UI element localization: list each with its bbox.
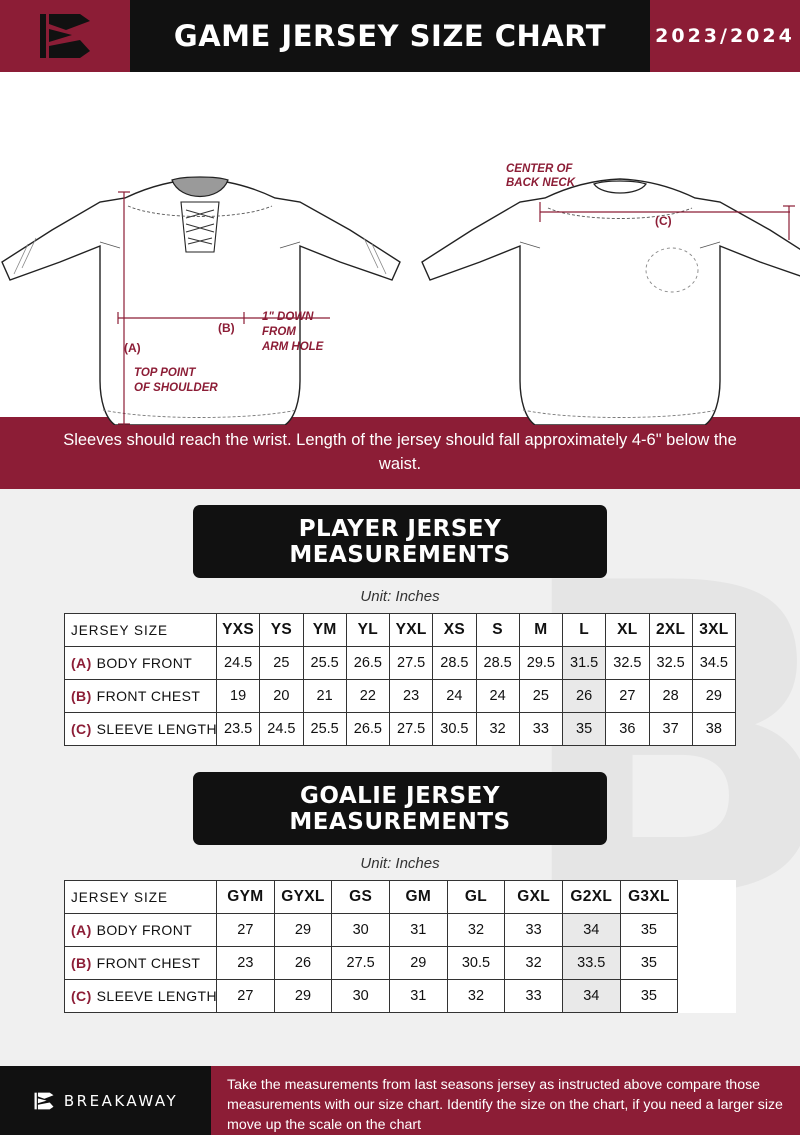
size-header-cell: GYXL (274, 881, 332, 914)
jersey-size-header: JERSEY SIZE (65, 881, 217, 914)
measurement-cell: 32 (505, 947, 563, 980)
table-row (65, 713, 736, 746)
measurement-cell: 28.5 (476, 647, 519, 680)
size-header-cell: 2XL (649, 614, 692, 647)
measurement-cell: 35 (620, 947, 678, 980)
table-header-row (65, 614, 736, 647)
measurement-cell: 27 (217, 980, 275, 1013)
size-header-cell: YXL (390, 614, 433, 647)
goalie-measurements-table (64, 880, 736, 1013)
size-header-cell: G3XL (620, 881, 678, 914)
measurement-cell: 27.5 (390, 713, 433, 746)
empty-cell (678, 980, 736, 1013)
table-row (65, 680, 736, 713)
header-logo-panel (0, 0, 130, 72)
measurement-cell: 33 (519, 713, 562, 746)
measurement-cell: 24.5 (260, 713, 303, 746)
jersey-illustration (0, 80, 800, 425)
measurement-cell: 28.5 (433, 647, 476, 680)
goalie-section-title: GOALIE JERSEY MEASUREMENTS (193, 772, 607, 845)
svg-text:CENTER OF: CENTER OF (506, 163, 573, 175)
empty-cell (678, 881, 736, 914)
breakaway-b-logo-icon (36, 10, 94, 62)
measurement-cell: 24 (433, 680, 476, 713)
size-header-cell: GL (447, 881, 505, 914)
measurement-cell: 35 (620, 980, 678, 1013)
jersey-size-header: JERSEY SIZE (65, 614, 217, 647)
measurement-cell: 30.5 (447, 947, 505, 980)
measurement-cell: 27.5 (332, 947, 390, 980)
measurement-cell: 25 (260, 647, 303, 680)
svg-text:BACK NECK: BACK NECK (506, 177, 575, 189)
measurement-tag: (C) (71, 988, 92, 1004)
measurement-cell: 35 (620, 914, 678, 947)
marker-a-front: (A) (124, 341, 141, 355)
measurement-cell: 31 (389, 980, 447, 1013)
svg-text:1" DOWN: 1" DOWN (262, 311, 314, 323)
measurement-cell: 22 (346, 680, 389, 713)
measurement-cell: 23 (390, 680, 433, 713)
measurement-cell: 30.5 (433, 713, 476, 746)
measurement-cell: 28 (649, 680, 692, 713)
player-measurements-table (64, 613, 736, 746)
measurement-cell: 32 (447, 980, 505, 1013)
measurements-section (0, 489, 800, 1066)
size-header-cell: L (563, 614, 606, 647)
measurement-cell: 32 (476, 713, 519, 746)
player-section-title: PLAYER JERSEY MEASUREMENTS (193, 505, 607, 578)
measurement-cell: 21 (303, 680, 346, 713)
measurement-cell: 32.5 (649, 647, 692, 680)
empty-cell (678, 914, 736, 947)
measurement-cell: 29 (274, 980, 332, 1013)
page-footer (0, 1066, 800, 1135)
measurement-cell: 25 (519, 680, 562, 713)
table-row (65, 647, 736, 680)
measurement-cell: 30 (332, 980, 390, 1013)
measurement-cell: 26 (274, 947, 332, 980)
measurement-cell: 33 (505, 914, 563, 947)
jersey-back-view (422, 179, 800, 425)
measurement-cell: 27 (217, 914, 275, 947)
measurement-cell: 25.5 (303, 647, 346, 680)
player-unit-label: Unit: Inches (360, 588, 440, 605)
measurement-row-label: (A) BODY FRONT (65, 647, 217, 680)
header-title-panel (130, 0, 650, 72)
measurement-cell: 35 (563, 713, 606, 746)
marker-c-back: (C) (655, 214, 672, 228)
page-header (0, 0, 800, 72)
measurement-cell: 24.5 (217, 647, 260, 680)
footer-brand-name: BREAKAWAY (63, 1091, 179, 1110)
measurement-cell: 29 (692, 680, 735, 713)
measurement-cell: 23.5 (217, 713, 260, 746)
table-header-row (65, 881, 736, 914)
size-header-cell: GYM (217, 881, 275, 914)
footer-brand (0, 1066, 213, 1135)
size-header-cell: YM (303, 614, 346, 647)
measurement-tag: (B) (71, 955, 92, 971)
measurement-cell: 38 (692, 713, 735, 746)
size-header-cell: M (519, 614, 562, 647)
measurement-tag: (B) (71, 688, 92, 704)
size-header-cell: 3XL (692, 614, 735, 647)
measurement-cell: 31.5 (563, 647, 606, 680)
measurement-cell: 33.5 (562, 947, 620, 980)
measurement-row-label: (A) BODY FRONT (65, 914, 217, 947)
measurement-cell: 34 (562, 980, 620, 1013)
measurement-cell: 34 (562, 914, 620, 947)
size-header-cell: S (476, 614, 519, 647)
measurement-cell: 33 (505, 980, 563, 1013)
measurement-tag: (C) (71, 721, 92, 737)
measurement-row-label: (B) FRONT CHEST (65, 680, 217, 713)
measurement-cell: 26.5 (346, 713, 389, 746)
size-header-cell: YL (346, 614, 389, 647)
jersey-diagram (0, 72, 800, 417)
fit-note: Sleeves should reach the wrist. Length of the jersey should fall approximately 4-6" below the waist. (0, 417, 800, 489)
measurement-tag: (A) (71, 655, 92, 671)
measurement-cell: 27 (606, 680, 649, 713)
measurement-row-label: (C) SLEEVE LENGTH (65, 713, 217, 746)
measurement-cell: 34.5 (692, 647, 735, 680)
measurement-cell: 23 (217, 947, 275, 980)
measurement-cell: 36 (606, 713, 649, 746)
size-header-cell: GXL (505, 881, 563, 914)
goalie-unit-label: Unit: Inches (360, 855, 440, 872)
size-header-cell: YXS (217, 614, 260, 647)
svg-text:TOP POINT: TOP POINT (134, 367, 196, 379)
measurement-cell: 37 (649, 713, 692, 746)
svg-text:OF SHOULDER: OF SHOULDER (134, 382, 218, 394)
size-header-cell: G2XL (562, 881, 620, 914)
breakaway-b-logo-icon (33, 1088, 55, 1114)
measurement-cell: 32 (447, 914, 505, 947)
measurement-row-label: (B) FRONT CHEST (65, 947, 217, 980)
measurement-cell: 29 (274, 914, 332, 947)
measurement-cell: 27.5 (390, 647, 433, 680)
measurement-cell: 29 (389, 947, 447, 980)
footer-instructions: Take the measurements from last seasons jersey as instructed above compare those measurements with our size chart. Identify the size on the chart, if you need a larger size move up the scale on the chart (213, 1066, 800, 1135)
measurement-cell: 31 (389, 914, 447, 947)
table-row (65, 914, 736, 947)
marker-b-front: (B) (218, 321, 235, 335)
table-row (65, 980, 736, 1013)
measurement-cell: 30 (332, 914, 390, 947)
measurement-cell: 19 (217, 680, 260, 713)
size-header-cell: GM (389, 881, 447, 914)
table-row (65, 947, 736, 980)
size-header-cell: YS (260, 614, 303, 647)
measurement-cell: 29.5 (519, 647, 562, 680)
svg-text:ARM HOLE: ARM HOLE (262, 341, 324, 353)
measurement-cell: 25.5 (303, 713, 346, 746)
empty-cell (678, 947, 736, 980)
size-header-cell: XS (433, 614, 476, 647)
measurement-cell: 26.5 (346, 647, 389, 680)
measurement-row-label: (C) SLEEVE LENGTH (65, 980, 217, 1013)
svg-text:FROM: FROM (262, 326, 296, 338)
size-header-cell: XL (606, 614, 649, 647)
measurement-cell: 26 (563, 680, 606, 713)
measurement-cell: 20 (260, 680, 303, 713)
measurement-cell: 32.5 (606, 647, 649, 680)
page-title: GAME JERSEY SIZE CHART (173, 19, 607, 53)
measurement-tag: (A) (71, 922, 92, 938)
size-header-cell: GS (332, 881, 390, 914)
measurement-cell: 24 (476, 680, 519, 713)
season-year: 2023/2024 (650, 0, 800, 72)
